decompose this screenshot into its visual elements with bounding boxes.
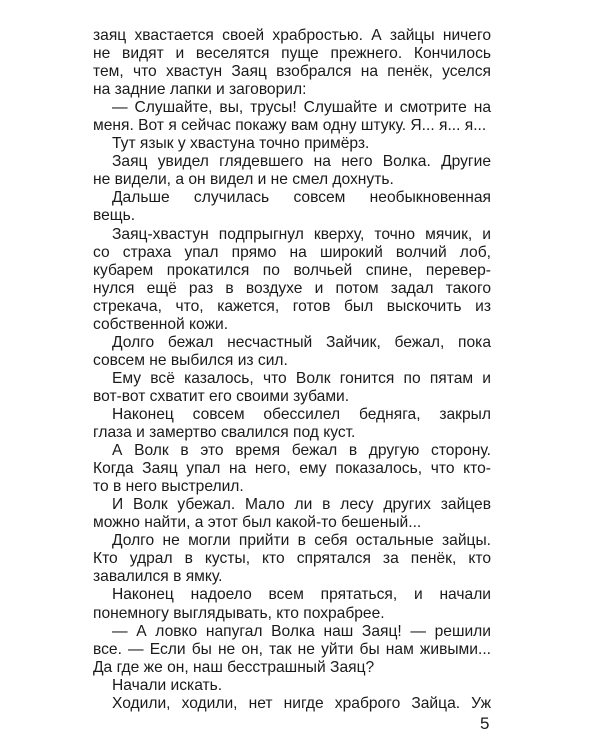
text-line: можно найти, а этот был какой-то бешеный...	[93, 514, 422, 532]
paragraph	[93, 406, 491, 442]
text-line: вещь.	[93, 207, 136, 225]
text-line: заяц хвастается своей храбростью. А зайцы ничего	[93, 27, 491, 44]
paragraph	[93, 226, 491, 334]
paragraph	[93, 442, 491, 496]
text-line: то в него выстрелил.	[93, 478, 244, 496]
text-line: Дальше случилась совсем необыкновенная	[112, 189, 491, 207]
paragraph	[93, 677, 491, 695]
text-line: не видят и веселятся пуще прежнего. Кончилось	[93, 45, 491, 63]
text-line: Ему всё казалось, что Волк гонится по пятам и	[112, 369, 491, 387]
text-line: со страха упал прямо на широкий волчий лоб,	[93, 243, 491, 261]
text-line: тем, что хвастун Заяц взобрался на пенёк, уселся	[93, 63, 491, 81]
text-line: Когда Заяц упал на него, ему показалось, что кто-	[93, 460, 491, 478]
paragraph	[93, 532, 491, 586]
paragraph	[93, 370, 491, 406]
paragraph	[93, 189, 491, 225]
paragraph	[93, 135, 491, 153]
text-line: Заяц увидел глядевшего на него Волка. Другие	[112, 153, 491, 171]
paragraph	[93, 153, 491, 189]
text-line: — А ловко напугал Волка наш Заяц! — решили	[112, 622, 491, 640]
page-number: 5	[480, 714, 490, 733]
text-line: стрекача, что, кажется, готов был выскочить из	[93, 297, 491, 315]
text-line: вот-вот схватит его своими зубами.	[93, 387, 350, 405]
text-line: кубарем прокатился по волчьей спине, перевер-	[93, 261, 491, 279]
text-line: завалился в ямку.	[93, 568, 223, 586]
text-line: Тут язык у хвастуна точно примёрз.	[112, 135, 370, 153]
text-line: глаза и замертво свалился под куст.	[93, 424, 356, 442]
text-line: — Слушайте, вы, трусы! Слушайте и смотрите на	[112, 99, 491, 117]
paragraph	[93, 496, 491, 532]
text-line: Начали искать.	[112, 676, 223, 694]
paragraph	[93, 623, 491, 677]
paragraph	[93, 27, 491, 99]
text-line: Наконец совсем обессилел бедняга, закрыл	[112, 405, 491, 423]
text-line: все. — Если бы не он, так не уйти бы нам живыми...	[93, 640, 491, 658]
text-line: Долго не могли прийти в себя остальные зайцы.	[112, 532, 491, 550]
text-line: Наконец надоело всем прятаться, и начали	[112, 586, 491, 604]
text-line: Да где же он, наш бесстрашный Заяц?	[93, 658, 375, 676]
text-line: Заяц-хвастун подпрыгнул кверху, точно мячик, и	[112, 225, 491, 243]
text-line: совсем не выбился из сил.	[93, 351, 288, 369]
text-line: на задние лапки и заговорил:	[93, 81, 307, 99]
paragraph	[93, 99, 491, 135]
text-line: И Волк убежал. Мало ли в лесу других зайцев	[112, 496, 491, 514]
text-line: Ходили, ходили, нет нигде храброго Зайца. Уж	[112, 694, 491, 712]
paragraph	[93, 586, 491, 622]
text-line: А Волк в это время бежал в другую сторону.	[112, 442, 491, 460]
text-line: нулся ещё раз в воздухе и потом задал такого	[93, 279, 491, 297]
text-line: меня. Вот я сейчас покажу вам одну штуку. Я... я... я...	[93, 117, 487, 135]
text-line: понемногу выглядывать, кто похрабрее.	[93, 604, 385, 622]
paragraph	[93, 695, 491, 713]
text-line: Долго бежал несчастный Зайчик, бежал, пока	[112, 333, 491, 351]
text-line: собственной кожи.	[93, 315, 229, 333]
text-line: Кто удрал в кусты, кто спрятался за пенёк, кто	[93, 550, 491, 568]
text-line: не видели, а он видел и не смел дохнуть.	[93, 171, 394, 189]
page-body-text	[93, 27, 491, 713]
paragraph	[93, 334, 491, 370]
